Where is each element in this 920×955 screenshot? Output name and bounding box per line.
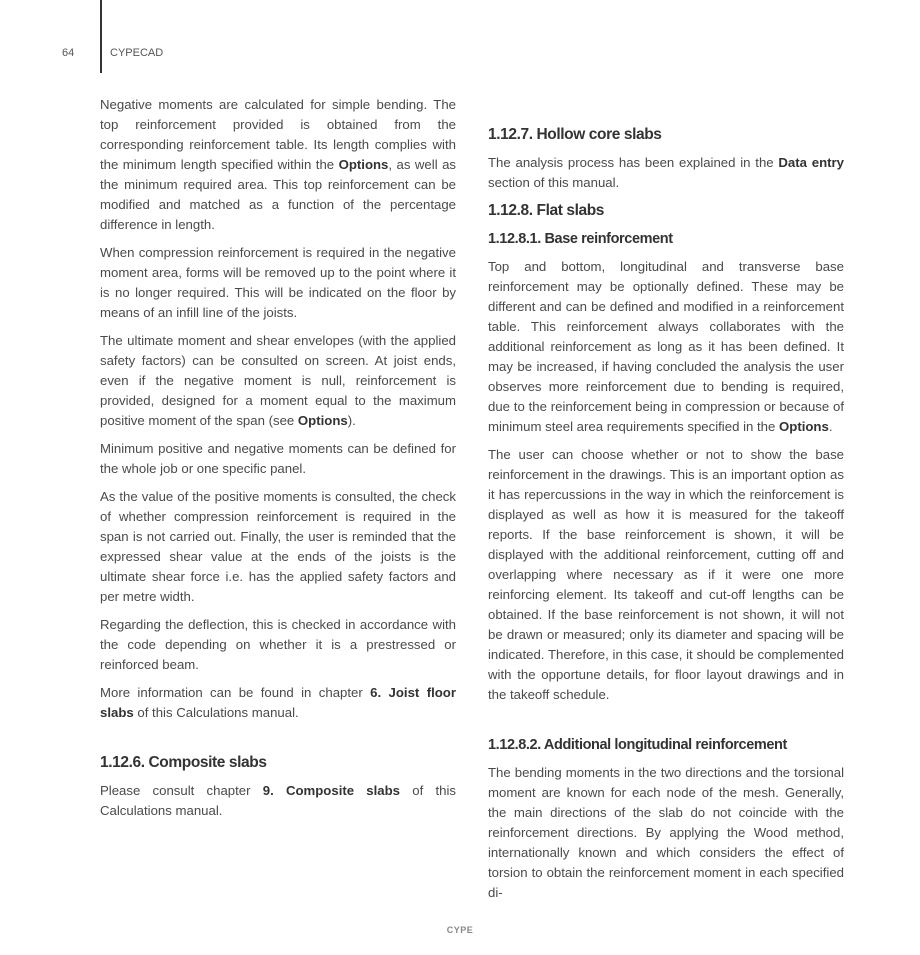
paragraph: When compression reinforcement is required in the negative moment area, forms will be removed up to the point where it is no longer required. This will be indicated on the floor by means of an infill line of the joists. <box>100 245 456 320</box>
footer-brand: CYPE <box>446 925 474 935</box>
paragraph-text: of this Calculations manual. <box>133 705 299 720</box>
paragraph-text: More information can be found in chapter <box>100 685 371 700</box>
chapter-reference: 9. Composite slabs <box>262 783 401 798</box>
paragraph-text: Top and bottom, longitudinal and transverse base reinforcement may be optionally defined. These may be different and can be defined and modified in a reinforcement table. This reinforcement always collaborates with the additional reinforcement as long as it has been defined. It may be increased, if having concluded the analysis the user observes more reinforcement due to bending is required, due to the reinforcement being in compression or because of minimum steel area requirements specified in the <box>488 259 844 434</box>
emphasis-text: Options <box>338 157 389 172</box>
section-heading: 1.12.8. Flat slabs <box>488 202 605 219</box>
left-column <box>100 95 456 829</box>
paragraph-text: of this Calculations manual. <box>100 783 456 818</box>
paragraph <box>100 95 456 235</box>
header-rule <box>100 0 102 73</box>
paragraph: As the value of the positive moments is consulted, the check of whether compression reinforcement is required in the span is not carried out. Finally, the user is reminded that the expressed shear value at the ends of the joists is the ultimate shear force i.e. has the applied safety factors and per metre width. <box>100 489 456 604</box>
paragraph <box>100 331 456 431</box>
subsection-heading: 1.12.8.2. Additional longitudinal reinforcement <box>488 737 787 753</box>
paragraph: Regarding the deflection, this is checked in accordance with the code depending on whether it is a prestressed or reinforced beam. <box>100 617 456 672</box>
paragraph-text: ). <box>347 413 356 428</box>
running-title: CYPECAD <box>110 47 164 59</box>
paragraph-text: Please consult chapter <box>100 783 263 798</box>
right-column <box>488 95 844 911</box>
paragraph: The user can choose whether or not to show the base reinforcement in the drawings. This is an important option as it has repercussions in the way in which the reinforcement is displayed as well as how it is measured for the takeoff reports. If the base reinforcement is shown, it will be displayed with the additional reinforcement, cutting off and overlapping where necessary as if it were one more reinforcing element. Its takeoff and cut-off lengths can be obtained. If the base reinforcement is not shown, it will not be drawn or measured; only its diameter and spacing will be indicated. Therefore, in this case, it should be complemented with the opportune details, for floor layout drawings and in the takeoff schedule. <box>488 447 844 702</box>
section-heading: 1.12.7. Hollow core slabs <box>488 126 662 143</box>
paragraph-text: section of this manual. <box>488 175 620 190</box>
page-number: 64 <box>62 47 75 59</box>
paragraph-text: . <box>828 419 833 434</box>
emphasis-text: Options <box>297 413 348 428</box>
paragraph-text: , as well as the minimum required area. This top reinforcement can be modified and matched as a function of the percentage difference in length. <box>100 157 457 232</box>
emphasis-text: Data entry <box>778 155 844 170</box>
chapter-reference: 6. Joist floor slabs <box>100 685 456 720</box>
paragraph: The bending moments in the two directions and the torsional moment are known for each node of the mesh. Generally, the main directions of the slab do not coincide with the reinforcement directions. By applying the Wood method, internationally known and which considers the effect of torsion to obtain the reinforcement moment in each specified di- <box>488 765 844 900</box>
subsection-heading: 1.12.8.1. Base reinforcement <box>488 231 673 247</box>
emphasis-text: Options <box>779 419 829 434</box>
section-heading: 1.12.6. Composite slabs <box>100 754 267 771</box>
paragraph-text: The analysis process has been explained in the <box>488 155 779 170</box>
paragraph-text: Negative moments are calculated for simple bending. The top reinforcement provided is obtained from the corresponding reinforcement table. Its length complies with the minimum length specified within the <box>100 97 456 172</box>
paragraph-text: The ultimate moment and shear envelopes (with the applied safety factors) can be consulted on screen. At joist ends, even if the negative moment is null, reinforcement is provided, designed for a moment equal to the maximum positive moment of the span (see <box>100 333 456 428</box>
paragraph <box>100 683 456 723</box>
paragraph: Minimum positive and negative moments can be defined for the whole job or one specific panel. <box>100 441 456 476</box>
paragraph <box>488 153 844 193</box>
paragraph <box>100 781 456 821</box>
paragraph <box>488 257 844 437</box>
